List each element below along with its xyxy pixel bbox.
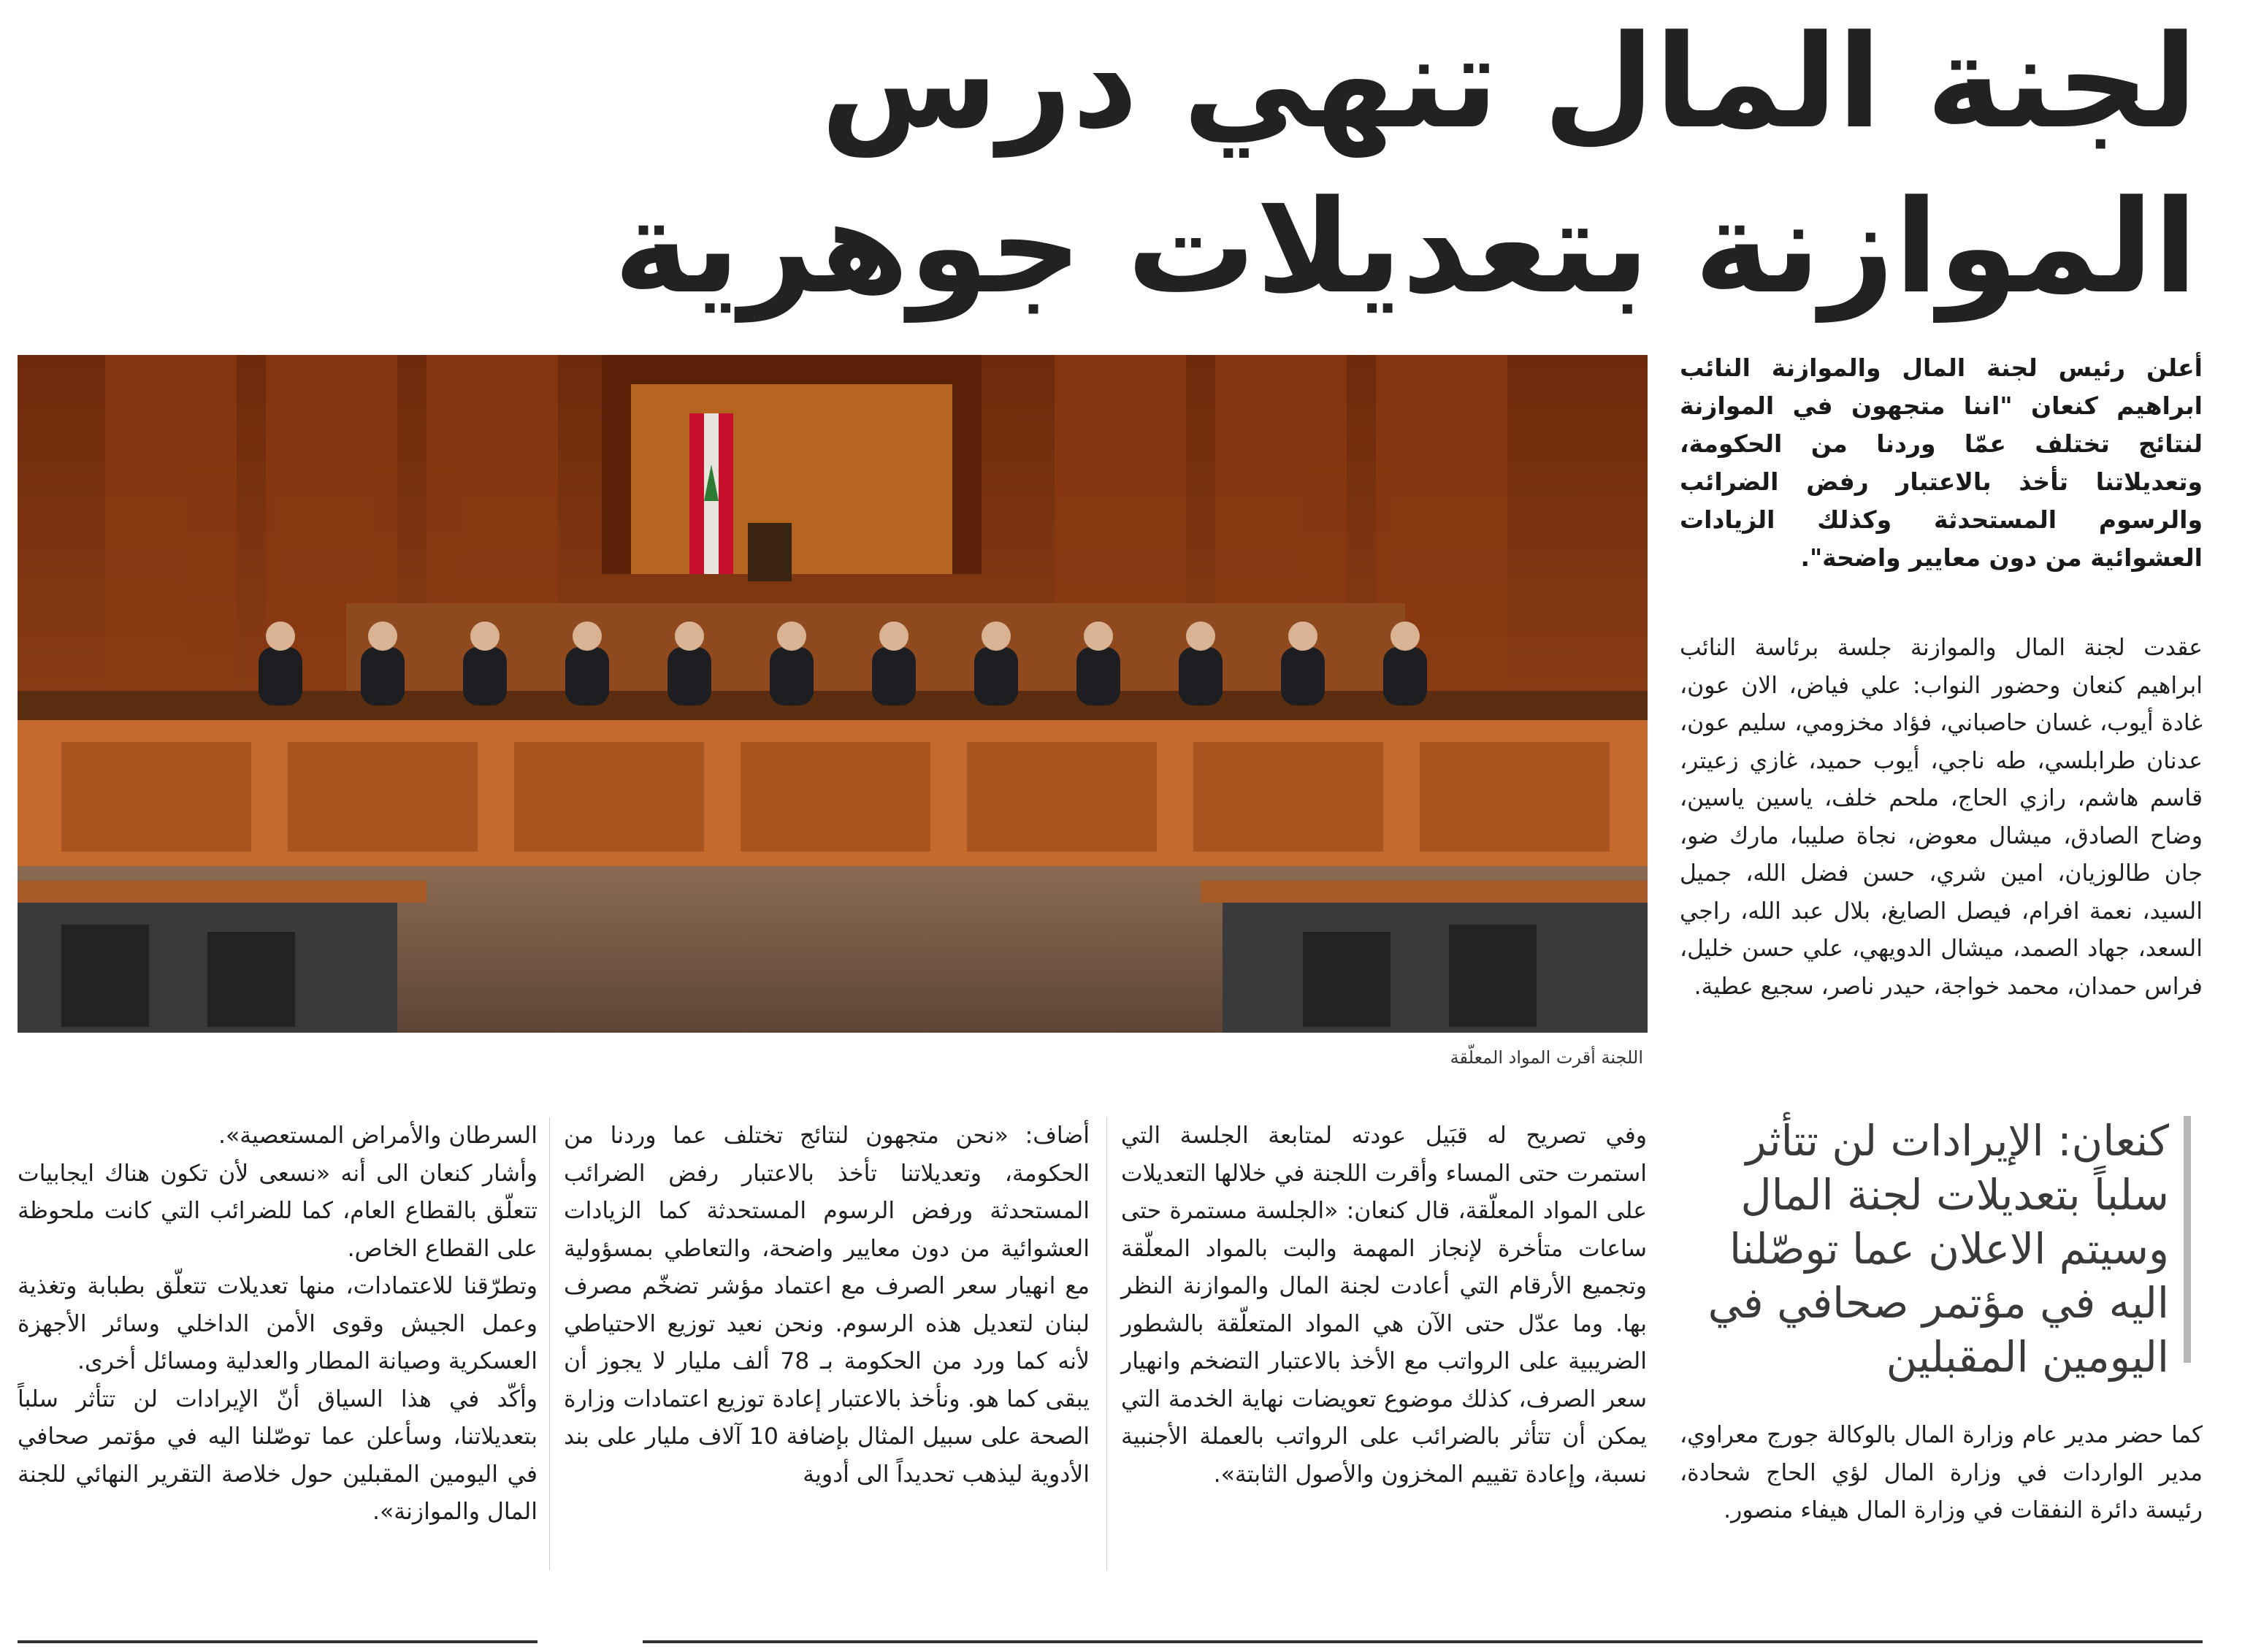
column-1-paragraph-1: عقدت لجنة المال والموازنة جلسة برئاسة النائب ابراهيم كنعان وحضور النواب: علي فياض، الان عون، غادة أيوب، غسان حاصباني، فؤاد مخزومي، سليم عون، عدنان طرابلسي، طه ناجي، أيوب حميد، غازي زعيتر، قاسم هاشم، رازي الحاج، ملحم خلف، ياسين ياسين، وضاح الصادق، ميشال معوض، نجاة صليبا، مارك ضو، جان طالوزيان، امين شري، حسن فضل الله، جميل السيد، نعمة افرام، فيصل الصايغ، بلال عبد الله، راجي السعد، جهاد الصمد، ميشال الدويهي، علي حسن خليل، فراس حمدان، محمد خواجة، حيدر ناصر، سجيع عطية. — [1680, 635, 2203, 1000]
column-4-paragraph-4: وأكّد في هذا السياق أنّ الإيرادات لن تتأثر سلباً بتعديلاتنا، وسأعلن عما توصّلنا اليه في مؤتمر صحافي في اليومين المقبلين حول خلاصة التقرير النهائي للجنة المال والموازنة». — [18, 1385, 538, 1525]
bottom-rule — [18, 1640, 538, 1643]
photo-caption: اللجنة أقرت المواد المعلّقة — [1450, 1047, 1643, 1068]
article-column-4 — [18, 1117, 538, 1531]
column-1-paragraph-2: كما حضر مدير عام وزارة المال بالوكالة جورج معراوي، مدير الواردات في وزارة المال لؤي الحاج شحادة، رئيسة دائرة النفقات في وزارة المال هيفاء منصور. — [1680, 1422, 2203, 1523]
column-4-paragraph-1: السرطان والأمراض المستعصية». — [218, 1123, 538, 1149]
article-column-1 — [1680, 630, 2203, 1006]
column-3-paragraph: أضاف: «نحن متجهون لنتائج تختلف عما وردنا من الحكومة، وتعديلاتنا تأخذ بالاعتبار رفض الضرائب المستحدثة ورفض الرسوم المستحدثة كما الزيادات العشوائية من دون معايير واضحة، والتعاطي بمسؤولية مع انهيار سعر الصرف مع اعتماد مؤشر تضخّم مصرف لبنان لتعديل هذه الرسوم. ونحن نعيد توزيع الاحتياطي لأنه كما ورد من الحكومة بـ 78 ألف مليار لا يجوز أن يبقى كما هو. ونأخذ بالاعتبار إعادة توزيع اعتمادات وزارة الصحة على سبيل المثال بإضافة 10 آلاف مليار على بند الأدوية ليذهب تحديداً الى أدوية — [564, 1123, 1090, 1488]
headline: لجنة المال تنهي درس الموازنة بتعديلات جوهرية — [613, 7, 2197, 322]
lead-paragraph: أعلن رئيس لجنة المال والموازنة النائب ابراهيم كنعان "اننا متجهون في الموازنة لنتائج تختلف عمّا وردنا من الحكومة، وتعديلاتنا تأخذ بالاعتبار رفض الضرائب والرسوم المستحدثة وكذلك الزيادات العشوائية من دون معايير واضحة". — [1680, 353, 2203, 572]
parliament-committee-photo — [18, 355, 1648, 1033]
pull-quote-rule — [2184, 1116, 2191, 1363]
column-4-paragraph-2: وأشار كنعان الى أنه «نسعى لأن تكون هناك ايجابيات تتعلّق بالقطاع العام، كما للضرائب التي كانت ملحوظة على القطاع الخاص. — [18, 1160, 538, 1262]
column-2-paragraph: وفي تصريح له قبَيل عودته لمتابعة الجلسة التي استمرت حتى المساء وأقرت اللجنة في خلالها التعديلات على المواد المعلّقة، قال كنعان: «الجلسة مستمرة حتى ساعات متأخرة لإنجاز المهمة والبت بالمواد المعلّقة وتجميع الأرقام التي أعادت لجنة المال والموازنة النظر بها. وما عدّل حتى الآن هي المواد المتعلّقة بالشطور الضريبية على الرواتب مع الأخذ بالاعتبار التضخم وانهيار سعر الصرف، كذلك موضوع تعويضات نهاية الخدمة التي يمكن أن تتأثر بالضرائب على الرواتب بالعملة الأجنبية نسبة، وإعادة تقييم المخزون والأصول الثابتة». — [1121, 1123, 1647, 1488]
column-4-paragraph-3: وتطرّقنا للاعتمادات، منها تعديلات تتعلّق بطبابة وتغذية وعمل الجيش وقوى الأمن الداخلي وسائر الأجهزة العسكرية وصيانة المطار والعدلية ومسائل أخرى. — [18, 1273, 538, 1374]
article-column-2 — [1121, 1117, 1647, 1494]
pull-quote: كنعان: الإيرادات لن تتأثر سلباً بتعديلات لجنة المال وسيتم الاعلان عما توصّلنا اليه في مؤتمر صحافي في اليومين المقبلين — [1707, 1116, 2169, 1382]
column-divider — [549, 1117, 550, 1570]
article-column-3 — [564, 1117, 1090, 1494]
article-column-1b — [1680, 1417, 2203, 1530]
column-divider — [1106, 1117, 1107, 1570]
bottom-rule — [643, 1640, 2203, 1643]
article-photo — [18, 355, 1648, 1033]
